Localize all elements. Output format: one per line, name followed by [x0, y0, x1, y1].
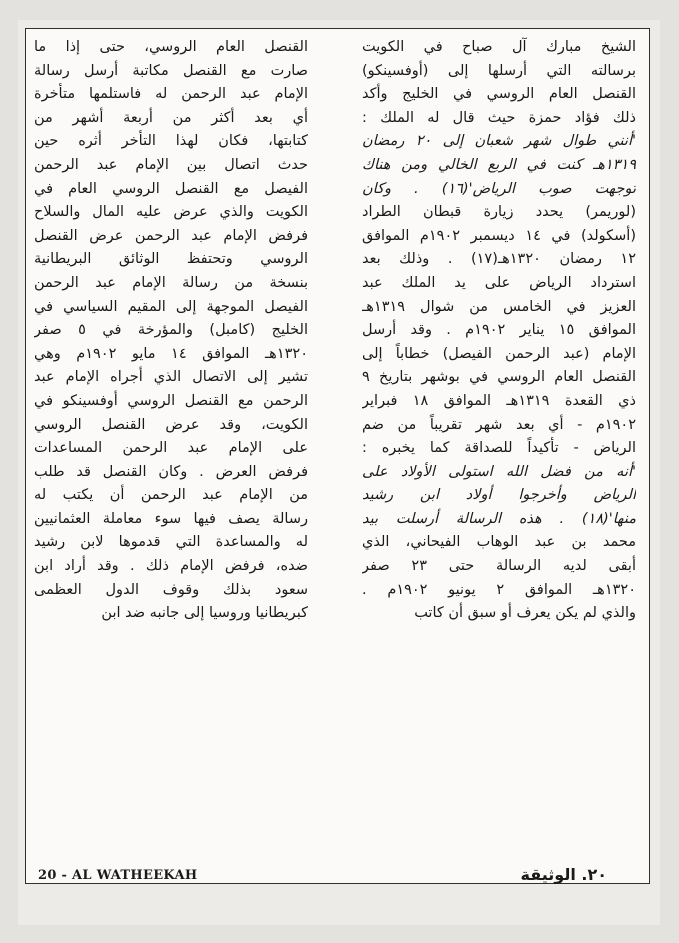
text-line: ١٣٢٠هـ الموافق ١٤ مايو ١٩٠٢م وهي	[34, 345, 308, 362]
text-line: كتابتها، فكان لهذا التأخر أثره حين	[34, 133, 308, 150]
text-line: 'أنه من فضل الله استولى الأولاد على	[362, 463, 636, 480]
text-line: الفيصل الموجهة إلى المقيم السياسي في	[34, 298, 308, 315]
text-line: 'أنني طوال شهر شعبان إلى ٢٠ رمضان	[362, 133, 636, 150]
text-line: استرداد الرياض على يد الملك عبد	[362, 274, 636, 291]
right-text-column	[362, 36, 636, 626]
text-line: القنصل العام الروسي في الخليج وأكد	[362, 86, 636, 103]
text-line: ذي القعدة ١٣١٩هـ الموافق ١٨ فبراير	[362, 392, 636, 409]
text-line: حدث اتصال بين الإمام عبد الرحمن	[34, 156, 308, 173]
text-line: فرفض الإمام عبد الرحمن عرض القنصل	[34, 227, 308, 244]
text-line: الرحمن مع القنصل الروسي أوفسينكو في	[34, 392, 308, 409]
text-line: (أسكولد) في ١٤ ديسمبر ١٩٠٢م الموافق	[362, 227, 636, 244]
footer-english-page-label: 20 - AL WATHEEKAH	[38, 868, 198, 883]
text-line: على الإمام عبد الرحمن المساعدات	[34, 440, 308, 457]
text-line: فرفض العرض . وكان القنصل قد طلب	[34, 463, 308, 480]
text-line: ١٢ رمضان ١٣٢٠هـ(١٧) . وذلك بعد	[362, 251, 636, 268]
text-line: تشير إلى الاتصال الذي أجراه الإمام عبد	[34, 369, 308, 386]
text-line: محمد بن عبد الوهاب الفيحاني، الذي	[362, 534, 636, 551]
text-line: رسالة يصف فيها سوء معاملة العثمانيين	[34, 510, 308, 527]
text-line: القنصل العام الروسي في بوشهر بتاريخ ٩	[362, 369, 636, 386]
text-line: الإمام عبد الرحمن له فاستلمها متأخرة	[34, 86, 308, 103]
text-line: الرياض وأخرجوا أولاد ابن رشيد	[362, 487, 636, 504]
text-line: من الإمام عبد الرحمن أن يكتب له	[34, 487, 308, 504]
text-line: منها'(١٨) . هذه الرسالة أرسلت بيد	[362, 510, 636, 527]
text-line: الكويت، وقد عرض القنصل الروسي	[34, 416, 308, 433]
text-line: القنصل العام الروسي، حتى إذا ما	[34, 39, 308, 55]
text-line: الشيخ مبارك آل صباح في الكويت	[362, 39, 636, 55]
text-line: الكويت والذي عرض عليه المال والسلاح	[34, 204, 308, 221]
text-line: أي بعد أكثر من أربعة أشهر من	[34, 109, 308, 126]
text-line: سعود بذلك وقوف الدول العظمى	[34, 581, 308, 598]
text-line: والذي لم يكن يعرف أو سبق أن كاتب	[414, 605, 636, 622]
text-line: أبقى لديه الرسالة حتى ٢٣ صفر	[362, 558, 636, 575]
text-line: العزيز في الخامس من شوال ١٣١٩هـ	[362, 298, 636, 315]
text-line: الرياض - تأكيداً للصداقة كما يخبره :	[362, 440, 636, 457]
text-line: ١٩٠٢م - أي بعد شهر تقريباً من ضم	[362, 416, 636, 433]
text-line: توجهت صوب الرياض'(١٦) . وكان	[362, 180, 636, 197]
text-line: كبريطانيا وروسيا إلى جانبه ضد ابن	[101, 605, 308, 622]
text-line: بنسخة من رسالة الإمام عبد الرحمن	[34, 274, 308, 291]
text-line: الروسي وتحتفظ الوثائق البريطانية	[34, 251, 308, 268]
footer-arabic-page-label: ٢٠. الوثيقة	[520, 865, 607, 884]
left-text-column	[34, 36, 308, 626]
text-line: ١٣١٩هـ كنت في الربع الخالي ومن هناك	[362, 156, 636, 173]
text-line: ذلك فؤاد حمزة حيث قال له الملك :	[362, 109, 636, 126]
text-line: له والمساعدة التي قدموها لابن رشيد	[34, 534, 308, 551]
text-line: الإمام (عبد الرحمن الفيصل) خطاباً إلى	[362, 345, 636, 362]
text-line: (لوريمر) يحدد زيارة قبطان الطراد	[362, 204, 636, 221]
text-line: الموافق ١٥ يناير ١٩٠٢م . وقد أرسل	[362, 322, 636, 339]
text-line: ضده، فرفض الإمام ذلك . وقد أراد ابن	[34, 558, 308, 575]
text-line: الفيصل مع القنصل الروسي العام في	[34, 180, 308, 197]
page-footer	[0, 862, 679, 892]
text-line: صارت مع القنصل مكاتبة أرسل رسالة	[34, 62, 308, 79]
text-line: برسالته التي أرسلها إلى (أوفسينكو)	[362, 62, 636, 79]
text-line: ١٣٢٠هـ الموافق ٢ يونيو ١٩٠٢م .	[362, 581, 636, 598]
text-line: الخليج (كامبل) والمؤرخة في ٥ صفر	[34, 322, 308, 339]
